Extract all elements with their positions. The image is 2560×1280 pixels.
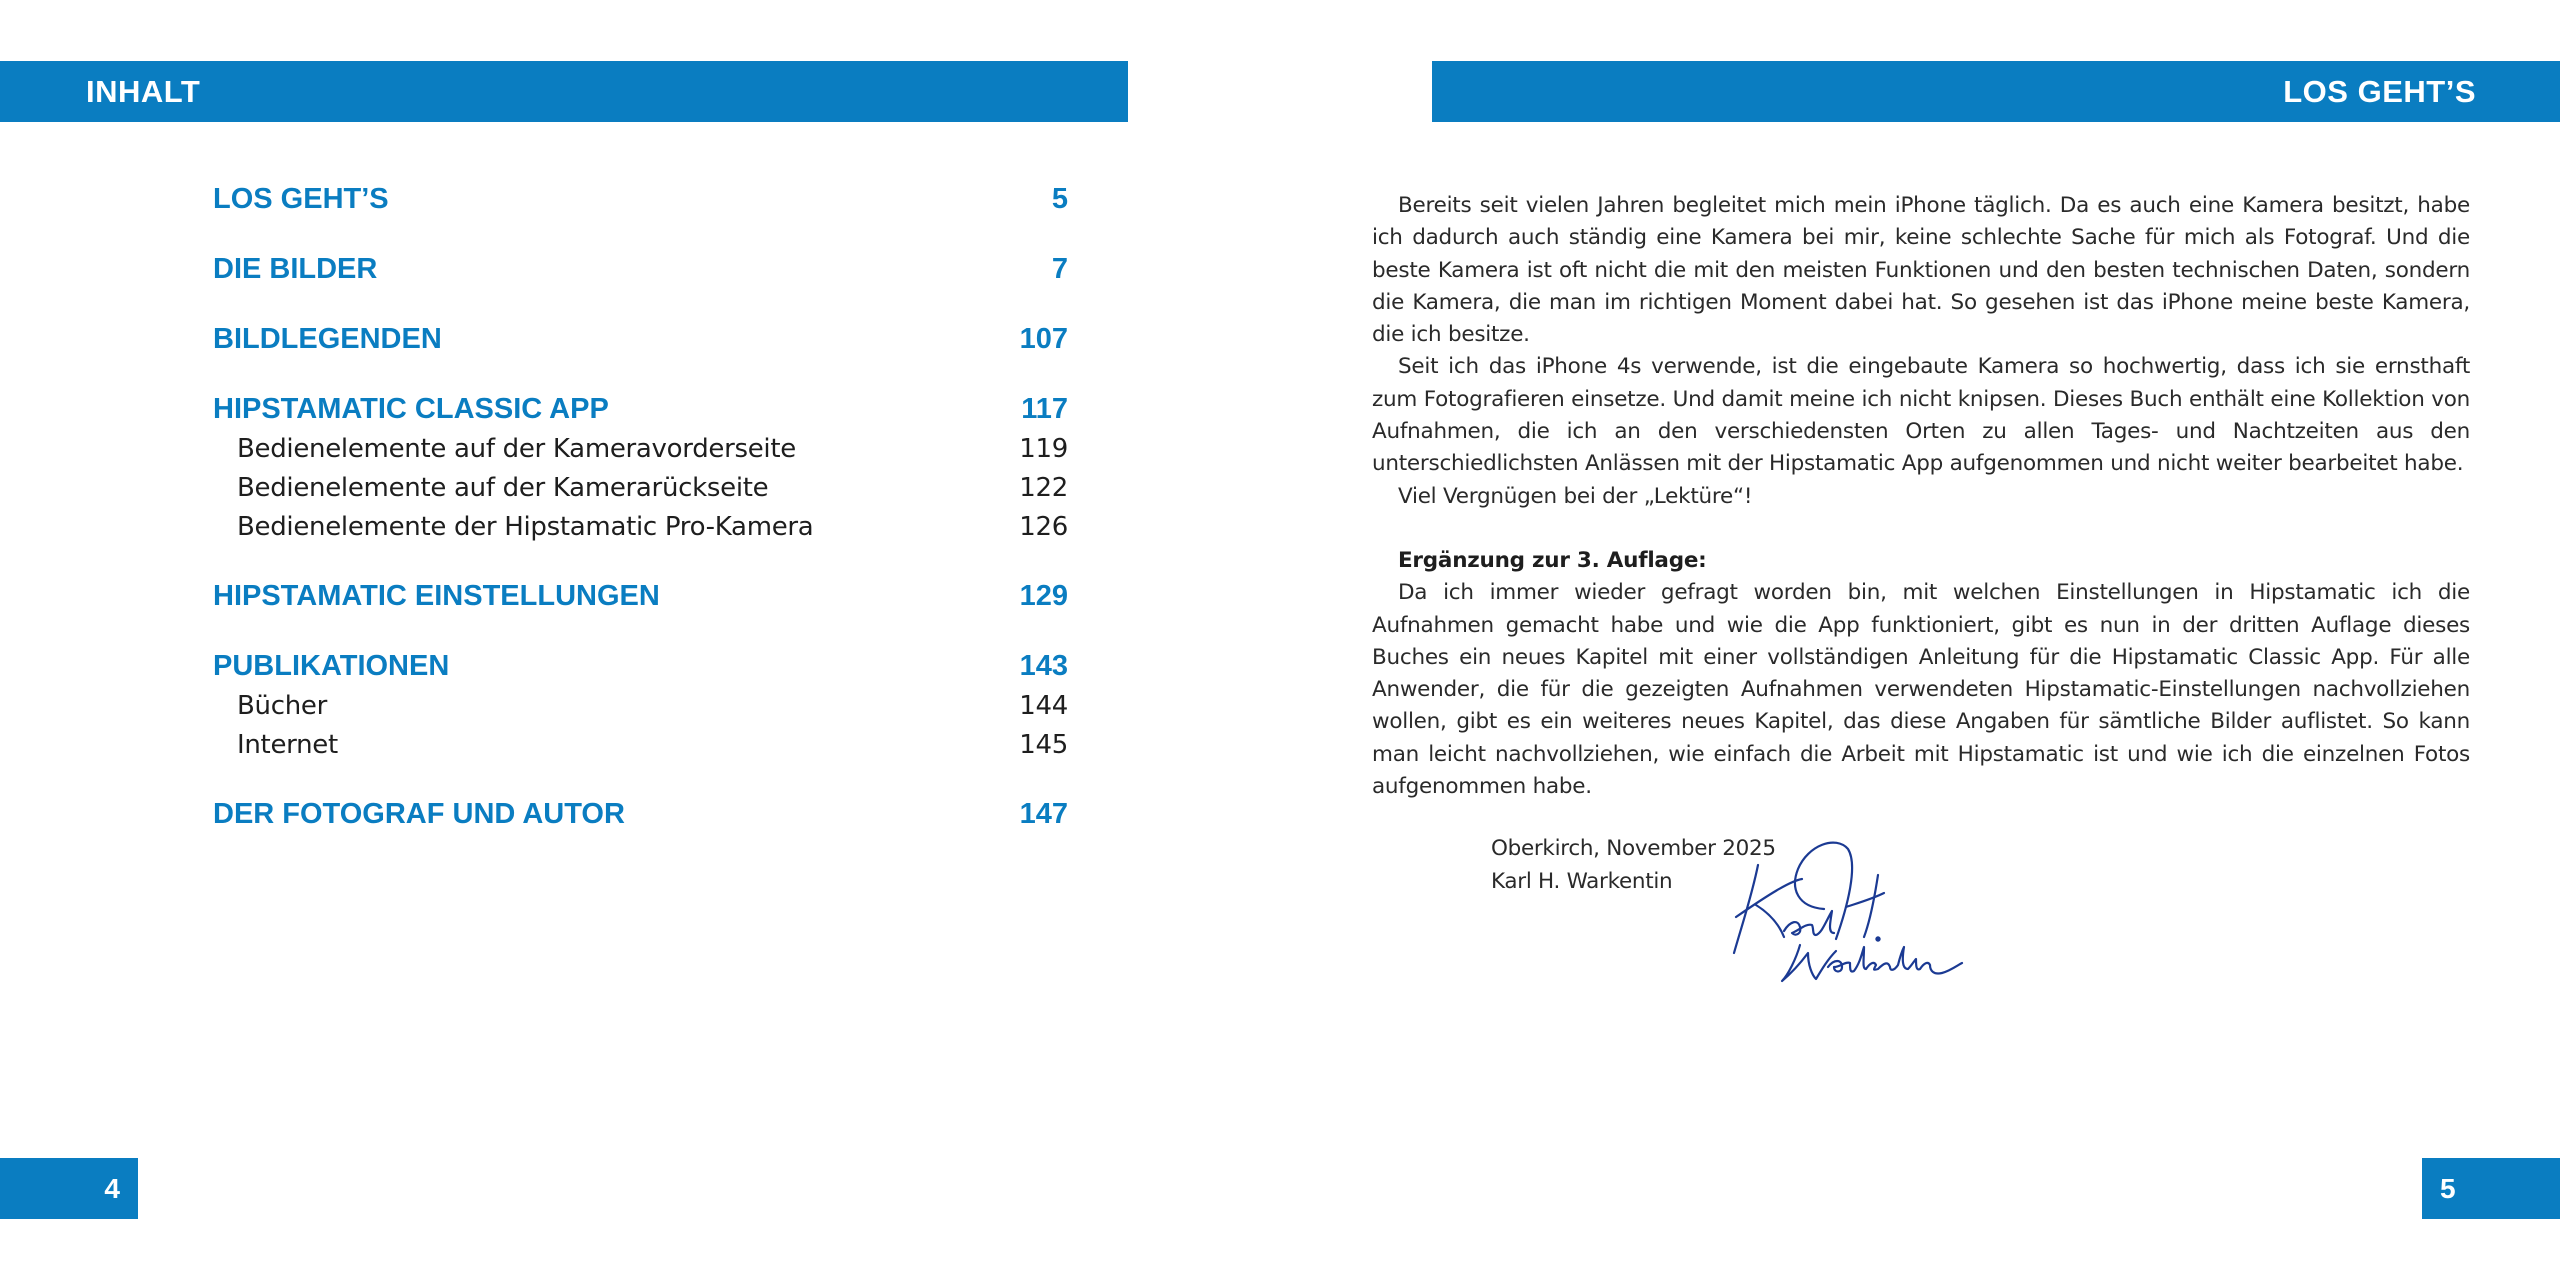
toc-section-hipstamatic-einstellungen <box>213 575 1068 617</box>
toc-entry-page: 143 <box>1019 650 1068 682</box>
addendum-heading: Ergänzung zur 3. Auflage: <box>1398 548 1707 573</box>
toc-subentry[interactable] <box>213 508 1068 547</box>
toc-entry-title: HIPSTAMATIC EINSTELLUNGEN <box>213 580 660 612</box>
intro-paragraph: Seit ich das iPhone 4s verwende, ist die eingebaute Kamera so hochwertig, dass ich sie ernsthaft zum Fotografieren einsetze. Und damit meine ich nicht knipsen. Dieses Buch enthält eine Kollektion von Aufnahmen, die ich an den verschiedensten Orten zu allen Tages- und Nachtzeiten aus den unterschiedlichsten Anlässen mit der Hipstamatic App aufgenommen und nicht weiter bearbeitet habe. <box>1372 354 2470 477</box>
toc-subentry-title: Internet <box>237 730 338 760</box>
toc-entry-page: 5 <box>1051 183 1068 215</box>
toc-entry-page: 107 <box>1019 323 1068 355</box>
toc-entry-page: 7 <box>1051 253 1068 285</box>
toc-entry[interactable] <box>213 248 1068 290</box>
toc-subentry-page: 126 <box>1019 512 1068 542</box>
closing-place-date: Oberkirch, November 2025 <box>1491 836 1776 861</box>
toc-entry-page: 147 <box>1019 798 1068 830</box>
toc-section-publikationen <box>213 645 1068 765</box>
toc-entry[interactable] <box>213 793 1068 835</box>
toc-entry[interactable] <box>213 318 1068 360</box>
intro-paragraph: Viel Vergnügen bei der „Lektüre“! <box>1398 483 1753 509</box>
signature-image <box>1728 835 1968 985</box>
toc-entry-page: 129 <box>1019 580 1068 612</box>
toc-section-die-bilder <box>213 248 1068 290</box>
left-header-bar: INHALT <box>0 61 1128 122</box>
toc-section-bildlegenden <box>213 318 1068 360</box>
intro-paragraph: Bereits seit vielen Jahren begleitet mich mein iPhone täglich. Da es auch eine Kamera besitzt, habe ich dadurch auch ständig eine Kamera bei mir, keine schlechte Sache für mich als Fotograf. Und die beste Kamera ist oft nicht die mit den meisten Funktionen und den besten technischen Daten, sondern die Kamera, die man im richtigen Moment dabei hat. So gesehen ist das iPhone meine beste Kamera, die ich besitze. <box>1372 193 2470 348</box>
toc-subentry-page: 119 <box>1019 434 1068 464</box>
toc-subentry-title: Bücher <box>237 691 327 721</box>
toc-subentry[interactable] <box>213 469 1068 508</box>
toc-subentry-page: 122 <box>1019 473 1068 503</box>
toc-entry-title: DIE BILDER <box>213 253 378 285</box>
toc-entry[interactable] <box>213 388 1068 430</box>
toc-subentry-page: 145 <box>1019 730 1068 760</box>
toc-subentry[interactable] <box>213 726 1068 765</box>
toc-subentry-title: Bedienelemente auf der Kamerarückseite <box>237 473 769 503</box>
toc-entry-page: 117 <box>1021 393 1068 425</box>
toc-section-fotograf-und-autor <box>213 793 1068 835</box>
right-page-number: 5 <box>2422 1158 2560 1219</box>
toc-entry-title: BILDLEGENDEN <box>213 323 442 355</box>
toc-section-los-gehts <box>213 178 1068 220</box>
toc-section-hipstamatic-classic-app <box>213 388 1068 547</box>
toc-entry[interactable] <box>213 575 1068 617</box>
right-header-bar: LOS GEHT’S <box>1432 61 2560 122</box>
toc-entry-title: DER FOTOGRAF UND AUTOR <box>213 798 625 830</box>
toc-entry[interactable] <box>213 645 1068 687</box>
toc-subentry[interactable] <box>213 687 1068 726</box>
intro-text <box>1372 190 2470 513</box>
right-page <box>1280 0 2560 1280</box>
toc-entry-title: HIPSTAMATIC CLASSIC APP <box>213 393 609 425</box>
toc-subentry-title: Bedienelemente der Hipstamatic Pro-Kamera <box>237 512 814 542</box>
addendum-paragraph: Da ich immer wieder gefragt worden bin, mit welchen Einstellungen in Hipstamatic ich die Aufnahmen gemacht habe und wie die App funktioniert, gibt es nun in der dritten Auflage dieses Buches ein neues Kapitel mit einer vollständigen Anleitung für die Hipstamatic Classic App. Für alle Anwender, die für die gezeigten Aufnahmen verwendeten Hipstamatic-Einstellungen nachvollziehen wollen, gibt es ein weiteres neues Kapitel, das diese Angaben für sämtliche Bilder auflistet. So kann man leicht nachvollziehen, wie einfach die Arbeit mit Hipstamatic ist und wie ich die einzelnen Fotos aufgenommen habe. <box>1372 580 2470 800</box>
closing-author: Karl H. Warkentin <box>1491 868 1673 894</box>
toc-subentry-title: Bedienelemente auf der Kameravorderseite <box>237 434 796 464</box>
toc-subentry-page: 144 <box>1019 691 1068 721</box>
addendum-text <box>1372 545 2470 803</box>
toc-entry[interactable] <box>213 178 1068 220</box>
left-page-number: 4 <box>0 1158 138 1219</box>
toc-subentry[interactable] <box>213 430 1068 469</box>
toc-entry-title: LOS GEHT’S <box>213 183 389 215</box>
table-of-contents <box>213 178 1068 863</box>
toc-entry-title: PUBLIKATIONEN <box>213 650 450 682</box>
